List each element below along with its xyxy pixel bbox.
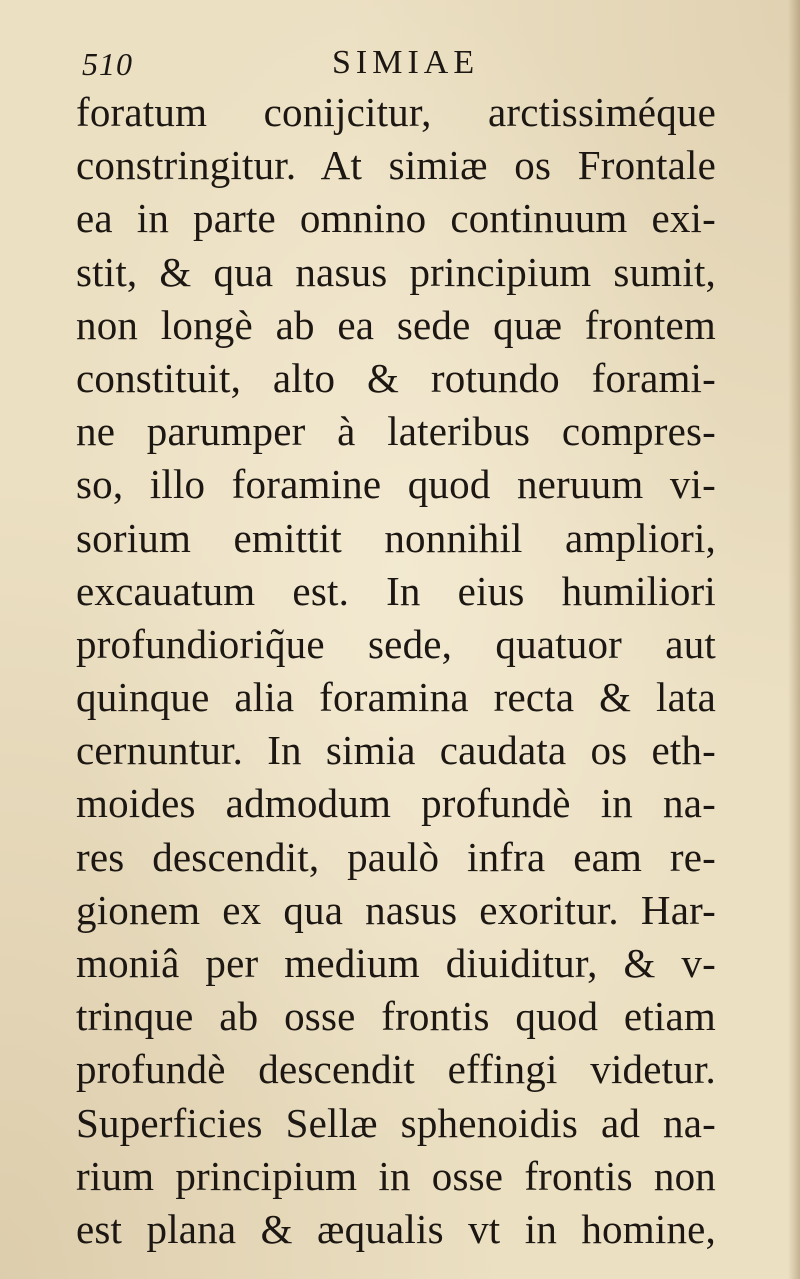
text-line: rium principium in osse frontis non	[76, 1152, 716, 1199]
text-line: profundè descendit effingi videtur.	[76, 1046, 716, 1093]
text-line: non longè ab ea sede quæ frontem	[76, 301, 716, 348]
text-line: constituit, alto & rotundo forami-	[76, 354, 716, 401]
text-line: so, illo foramine quod neruum vi-	[76, 461, 716, 508]
text-line: moniâ per medium diuiditur, & v-	[76, 940, 716, 986]
page-header	[82, 40, 702, 90]
text-line: res descendit, paulò infra eam re-	[76, 833, 716, 880]
text-line: quinque alia foramina recta & lata	[76, 674, 716, 721]
text-line: Superficies Sellæ sphenoidis ad na-	[76, 1099, 716, 1146]
page-edge-shadow	[788, 0, 800, 1279]
text-line: foratum conijcitur, arctissiméque	[76, 89, 716, 135]
text-line: profundioriq̃ue sede, quatuor aut	[76, 620, 716, 667]
text-line: est plana & æqualis vt in homine,	[76, 1205, 716, 1252]
text-line: ne parumper à lateribus compres-	[76, 408, 716, 455]
running-head: SIMIAE	[332, 44, 480, 81]
text-line: ea in parte omnino continuum exi-	[76, 195, 716, 242]
text-line: constringitur. At simiæ os Frontale	[76, 142, 716, 189]
text-line: excauatum est. In eius humiliori	[76, 567, 716, 614]
text-line: gionem ex qua nasus exoritur. Har-	[76, 886, 716, 933]
text-line: trinque ab osse frontis quod etiam	[76, 993, 716, 1040]
text-line: stit, & qua nasus principium sumit,	[76, 248, 716, 295]
body-text	[76, 86, 716, 1256]
page-number: 510	[82, 46, 133, 82]
text-line: sorium emittit nonnihil ampliori,	[76, 514, 716, 561]
text-line: moides admodum profundè in na-	[76, 780, 716, 827]
text-line: cernuntur. In simia caudata os eth-	[76, 727, 716, 774]
